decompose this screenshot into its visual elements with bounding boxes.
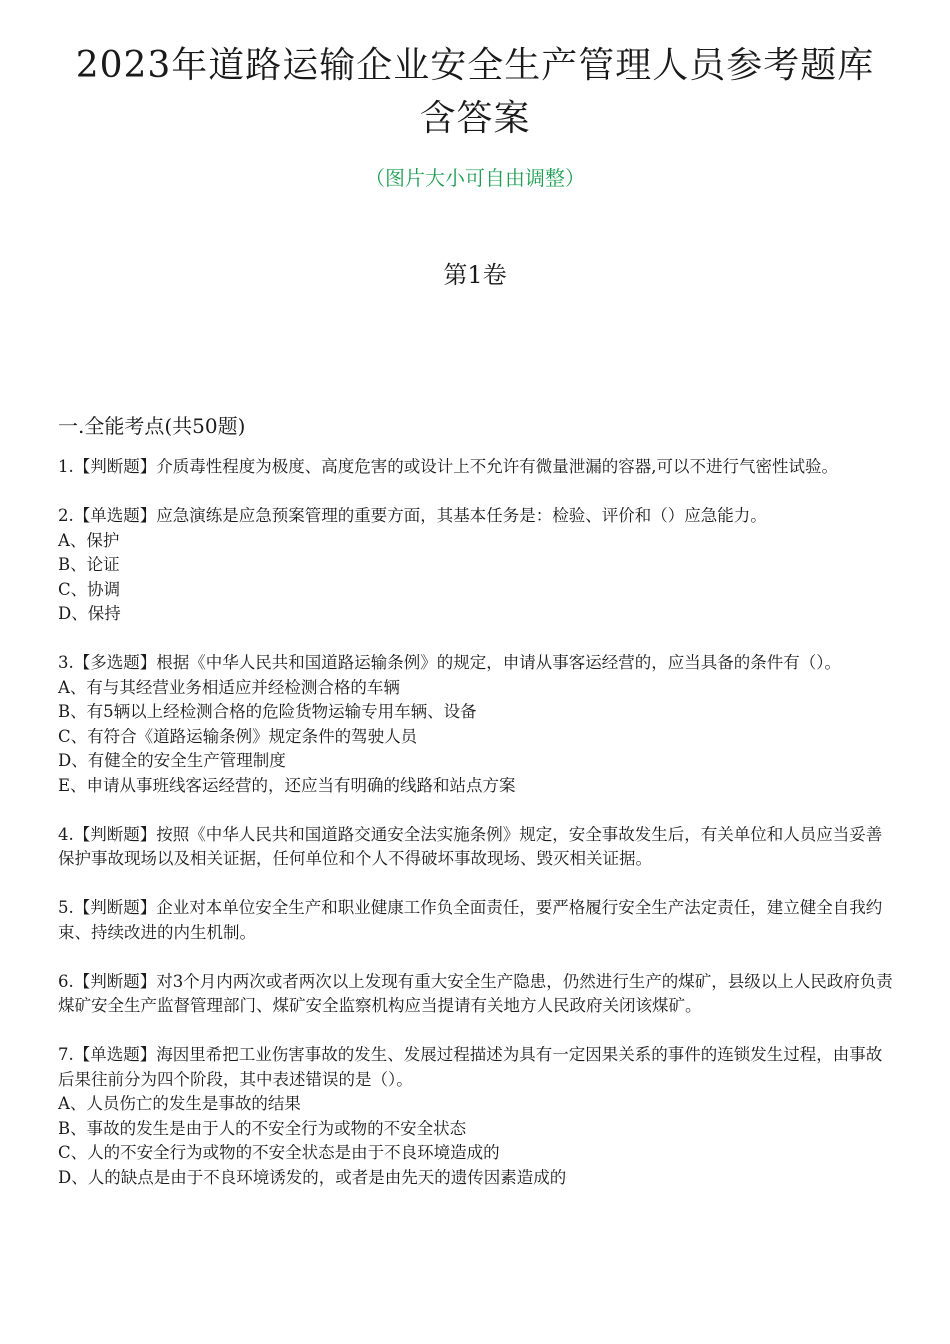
question-item bbox=[58, 1043, 894, 1190]
question-item bbox=[58, 823, 894, 872]
question-list bbox=[58, 455, 894, 1215]
document-title-line-2: 含答案 bbox=[419, 98, 531, 139]
question-text: 3.【多选题】根据《中华人民共和国道路运输条例》的规定，申请从事客运经营的，应当具备的条件有（）。 bbox=[58, 653, 841, 672]
question-text: 5.【判断题】企业对本单位安全生产和职业健康工作负全面责任，要严格履行安全生产法定责任，建立健全自我约束、持续改进的内生机制。 bbox=[58, 898, 883, 942]
question-text: 6.【判断题】对3个月内两次或者两次以上发现有重大安全生产隐患，仍然进行生产的煤矿，县级以上人民政府负责煤矿安全生产监督管理部门、煤矿安全监察机构应当提请有关地方人民政府关闭该煤矿。 bbox=[58, 971, 893, 1015]
question-text: 1.【判断题】介质毒性程度为极度、高度危害的或设计上不允许有微量泄漏的容器,可以不进行气密性试验。 bbox=[58, 457, 838, 476]
question-item bbox=[58, 455, 894, 480]
answer-option: D、保持 bbox=[58, 604, 121, 623]
section-heading: 一.全能考点(共50题) bbox=[58, 414, 246, 438]
answer-option: B、有5辆以上经检测合格的危险货物运输专用车辆、设备 bbox=[58, 702, 477, 721]
answer-option: A、有与其经营业务相适应并经检测合格的车辆 bbox=[58, 677, 400, 697]
document-subtitle: （图片大小可自由调整） bbox=[365, 166, 585, 190]
question-item bbox=[58, 896, 894, 945]
question-text: 2.【单选题】应急演练是应急预案管理的重要方面，其基本任务是：检验、评价和（）应急能力。 bbox=[58, 506, 767, 525]
answer-option: E、申请从事班线客运经营的，还应当有明确的线路和站点方案 bbox=[58, 775, 516, 795]
answer-option: B、论证 bbox=[58, 555, 120, 574]
question-text: 7.【单选题】海因里希把工业伤害事故的发生、发展过程描述为具有一定因果关系的事件的连锁发生过程，由事故后果往前分为四个阶段，其中表述错误的是（）。 bbox=[58, 1045, 883, 1089]
answer-option: A、人员伤亡的发生是事故的结果 bbox=[58, 1094, 301, 1113]
answer-option: B、事故的发生是由于人的不安全行为或物的不安全状态 bbox=[58, 1118, 467, 1138]
question-text: 4.【判断题】按照《中华人民共和国道路交通安全法实施条例》规定，安全事故发生后，有关单位和人员应当妥善保护事故现场以及相关证据，任何单位和个人不得破坏事故现场、毁灭相关证据。 bbox=[58, 824, 883, 868]
question-item bbox=[58, 970, 894, 1019]
answer-option: D、人的缺点是由于不良环境诱发的，或者是由先天的遗传因素造成的 bbox=[58, 1167, 567, 1187]
answer-option: D、有健全的安全生产管理制度 bbox=[58, 751, 286, 770]
answer-option: C、人的不安全行为或物的不安全状态是由于不良环境造成的 bbox=[58, 1143, 500, 1162]
document-title-line-1: 2023年道路运输企业安全生产管理人员参考题库 bbox=[75, 45, 875, 86]
answer-option: A、保护 bbox=[58, 530, 120, 550]
answer-option: C、协调 bbox=[58, 579, 121, 599]
volume-heading: 第1卷 bbox=[443, 261, 507, 289]
question-item bbox=[58, 651, 894, 798]
answer-option: C、有符合《道路运输条例》规定条件的驾驶人员 bbox=[58, 726, 418, 746]
question-item bbox=[58, 504, 894, 627]
